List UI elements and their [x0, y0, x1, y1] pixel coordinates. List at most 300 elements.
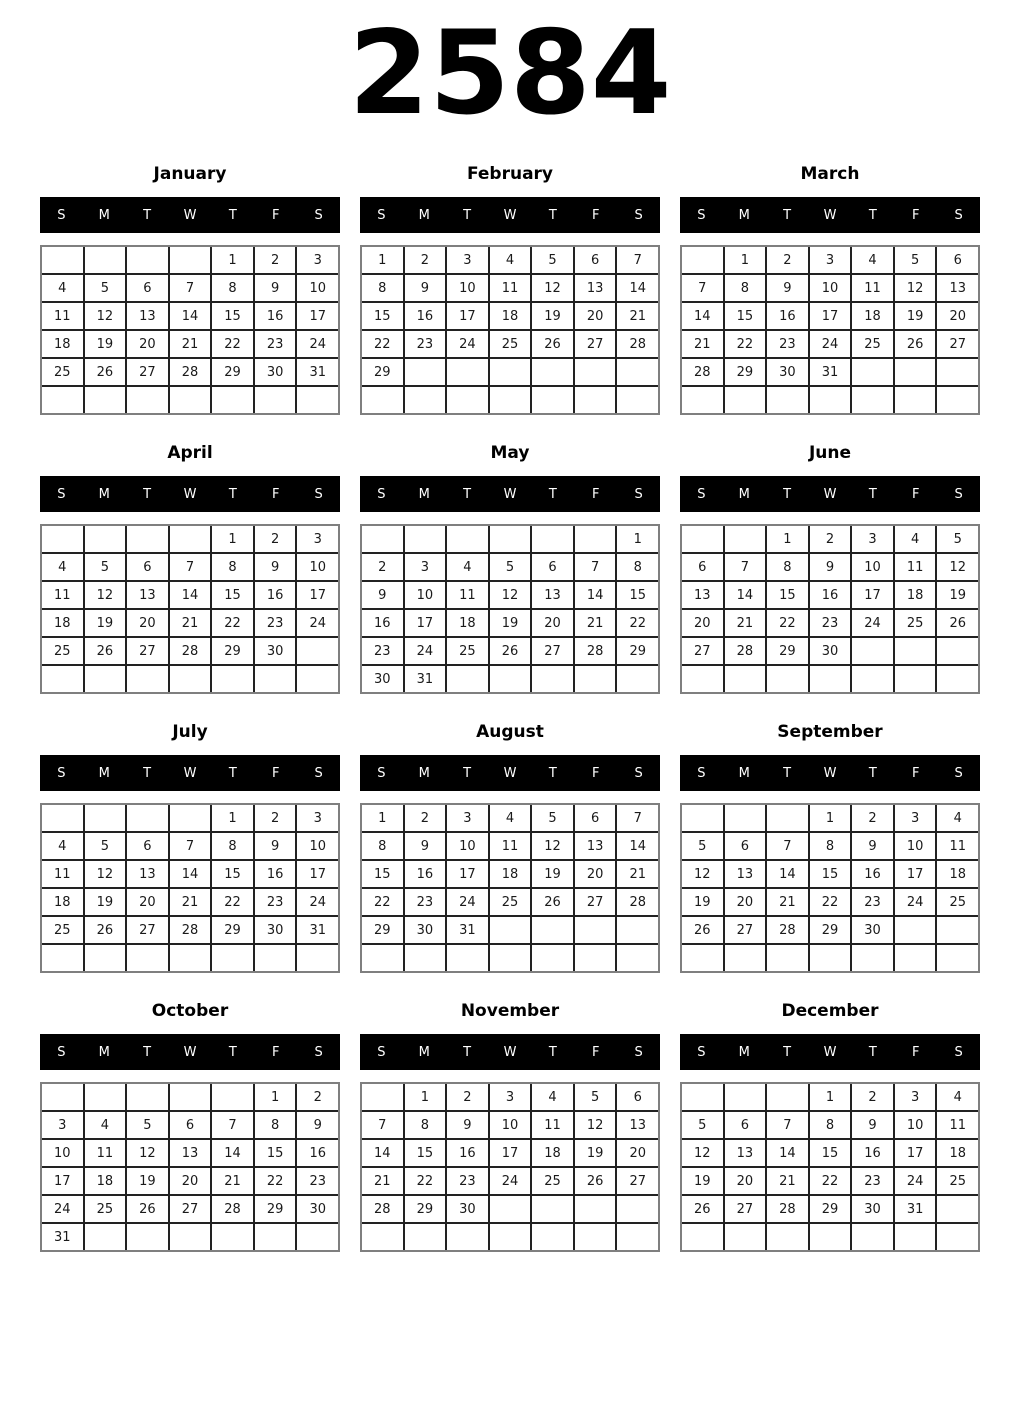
day-cell: 16: [255, 303, 296, 329]
day-cell: 3: [895, 1084, 936, 1110]
day-cell: [127, 387, 168, 413]
day-cell: 19: [490, 610, 531, 636]
day-cell: 1: [362, 247, 403, 273]
weekday-label: F: [911, 1044, 920, 1060]
day-cell: [767, 1084, 808, 1110]
day-cell: 21: [617, 303, 658, 329]
weekday-header-row: [40, 197, 340, 233]
day-cell: 6: [617, 1084, 658, 1110]
day-cell: [810, 666, 851, 692]
day-cell: 19: [127, 1168, 168, 1194]
day-cell: 27: [170, 1196, 211, 1222]
day-cell: 25: [447, 638, 488, 664]
day-cell: 22: [212, 610, 253, 636]
day-cell: 12: [85, 861, 126, 887]
day-cell: 27: [682, 638, 723, 664]
day-cell: 5: [127, 1112, 168, 1138]
weekday-label: S: [634, 765, 643, 781]
day-cell: [42, 945, 83, 971]
day-cell: 1: [405, 1084, 446, 1110]
month-title: October: [151, 1001, 229, 1021]
day-cell: 11: [937, 1112, 978, 1138]
day-cell: 30: [767, 359, 808, 385]
day-cell: [405, 1224, 446, 1250]
month-block: [680, 441, 980, 694]
weekday-header-row: [680, 755, 980, 791]
day-cell: [532, 666, 573, 692]
day-cell: 13: [170, 1140, 211, 1166]
day-cell: [895, 638, 936, 664]
day-cell: 28: [725, 638, 766, 664]
day-cell: 1: [767, 526, 808, 552]
day-cell: [85, 1084, 126, 1110]
day-cell: 19: [532, 861, 573, 887]
day-cell: [42, 1084, 83, 1110]
day-cell: 12: [127, 1140, 168, 1166]
weekday-header-row: [680, 476, 980, 512]
day-cell: 26: [85, 638, 126, 664]
day-cell: 14: [575, 582, 616, 608]
day-cell: 14: [362, 1140, 403, 1166]
day-cell: 22: [767, 610, 808, 636]
day-cell: 29: [617, 638, 658, 664]
day-cell: 30: [255, 917, 296, 943]
day-cell: 19: [85, 331, 126, 357]
day-cell: 27: [575, 331, 616, 357]
day-cell: 22: [212, 889, 253, 915]
day-cell: 6: [127, 833, 168, 859]
day-cell: [297, 638, 338, 664]
day-cell: 17: [490, 1140, 531, 1166]
weekday-label: W: [183, 486, 197, 502]
day-cell: 20: [170, 1168, 211, 1194]
day-cell: 8: [405, 1112, 446, 1138]
day-cell: 3: [447, 805, 488, 831]
day-cell: 20: [725, 889, 766, 915]
weekday-label: W: [823, 207, 837, 223]
day-cell: 23: [255, 331, 296, 357]
day-cell: 11: [895, 554, 936, 580]
weekday-label: M: [98, 486, 110, 502]
day-cell: 28: [767, 917, 808, 943]
day-cell: [852, 1224, 893, 1250]
day-cell: 20: [127, 610, 168, 636]
day-cell: 8: [362, 833, 403, 859]
day-cell: 28: [682, 359, 723, 385]
day-cell: [170, 1084, 211, 1110]
months-grid: [40, 162, 980, 1252]
month-day-grid: [40, 524, 340, 694]
weekday-label: T: [548, 207, 557, 223]
day-cell: 11: [937, 833, 978, 859]
year-title: 2584: [348, 6, 672, 141]
day-cell: 7: [682, 275, 723, 301]
weekday-label: W: [823, 1044, 837, 1060]
day-cell: 20: [575, 303, 616, 329]
day-cell: [575, 917, 616, 943]
day-cell: 22: [725, 331, 766, 357]
day-cell: 13: [575, 833, 616, 859]
day-cell: 25: [895, 610, 936, 636]
day-cell: 9: [447, 1112, 488, 1138]
day-cell: 17: [405, 610, 446, 636]
day-cell: 21: [682, 331, 723, 357]
weekday-label: W: [503, 765, 517, 781]
day-cell: 24: [895, 1168, 936, 1194]
day-cell: 26: [85, 917, 126, 943]
day-cell: [575, 526, 616, 552]
day-cell: 10: [490, 1112, 531, 1138]
day-cell: [212, 666, 253, 692]
month-title: September: [777, 722, 883, 742]
weekday-label: W: [183, 1044, 197, 1060]
day-cell: 26: [937, 610, 978, 636]
day-cell: 8: [810, 1112, 851, 1138]
day-cell: 15: [810, 1140, 851, 1166]
day-cell: 24: [852, 610, 893, 636]
day-cell: 4: [937, 1084, 978, 1110]
day-cell: 28: [212, 1196, 253, 1222]
day-cell: 5: [532, 247, 573, 273]
weekday-label: T: [463, 207, 472, 223]
day-cell: 7: [362, 1112, 403, 1138]
day-cell: 7: [617, 805, 658, 831]
day-cell: 24: [810, 331, 851, 357]
day-cell: 19: [895, 303, 936, 329]
day-cell: 13: [127, 861, 168, 887]
day-cell: 1: [212, 805, 253, 831]
day-cell: 10: [895, 1112, 936, 1138]
weekday-label: W: [503, 486, 517, 502]
weekday-label: F: [591, 1044, 600, 1060]
day-cell: 13: [617, 1112, 658, 1138]
day-cell: 9: [362, 582, 403, 608]
day-cell: [447, 387, 488, 413]
day-cell: 15: [212, 582, 253, 608]
weekday-label: S: [954, 486, 963, 502]
day-cell: 18: [490, 303, 531, 329]
month-day-grid: [360, 245, 660, 415]
weekday-label: S: [314, 486, 323, 502]
day-cell: 9: [810, 554, 851, 580]
day-cell: 18: [937, 861, 978, 887]
day-cell: [405, 945, 446, 971]
month-day-grid: [680, 245, 980, 415]
day-cell: 23: [362, 638, 403, 664]
day-cell: [490, 945, 531, 971]
day-cell: [767, 387, 808, 413]
day-cell: 25: [937, 889, 978, 915]
day-cell: [170, 247, 211, 273]
day-cell: 4: [490, 805, 531, 831]
day-cell: [532, 1196, 573, 1222]
day-cell: 12: [532, 833, 573, 859]
day-cell: 21: [767, 889, 808, 915]
day-cell: [42, 247, 83, 273]
day-cell: 8: [212, 833, 253, 859]
day-cell: 12: [682, 861, 723, 887]
day-cell: 8: [767, 554, 808, 580]
day-cell: 12: [85, 303, 126, 329]
day-cell: 7: [767, 833, 808, 859]
day-cell: 1: [725, 247, 766, 273]
day-cell: [532, 945, 573, 971]
day-cell: 7: [212, 1112, 253, 1138]
day-cell: [405, 359, 446, 385]
day-cell: [447, 1224, 488, 1250]
month-block: [680, 720, 980, 973]
day-cell: 19: [532, 303, 573, 329]
day-cell: [297, 945, 338, 971]
day-cell: 3: [297, 247, 338, 273]
day-cell: 1: [810, 1084, 851, 1110]
day-cell: 20: [575, 861, 616, 887]
day-cell: [85, 945, 126, 971]
day-cell: 30: [255, 359, 296, 385]
day-cell: [85, 666, 126, 692]
day-cell: [490, 1196, 531, 1222]
day-cell: 4: [447, 554, 488, 580]
day-cell: [852, 638, 893, 664]
day-cell: 26: [682, 917, 723, 943]
day-cell: 29: [212, 359, 253, 385]
weekday-label: F: [271, 1044, 280, 1060]
day-cell: [85, 1224, 126, 1250]
day-cell: 21: [617, 861, 658, 887]
day-cell: 28: [617, 331, 658, 357]
weekday-header-row: [360, 197, 660, 233]
day-cell: 25: [852, 331, 893, 357]
day-cell: 1: [212, 247, 253, 273]
day-cell: 9: [297, 1112, 338, 1138]
day-cell: [682, 1224, 723, 1250]
day-cell: [297, 666, 338, 692]
day-cell: [490, 526, 531, 552]
day-cell: 14: [212, 1140, 253, 1166]
month-block: [40, 720, 340, 973]
day-cell: [42, 666, 83, 692]
day-cell: [617, 666, 658, 692]
day-cell: 9: [852, 1112, 893, 1138]
day-cell: 28: [170, 359, 211, 385]
weekday-label: W: [503, 1044, 517, 1060]
day-cell: 3: [297, 805, 338, 831]
day-cell: 24: [447, 889, 488, 915]
day-cell: 19: [937, 582, 978, 608]
day-cell: [532, 526, 573, 552]
day-cell: [170, 387, 211, 413]
day-cell: [170, 945, 211, 971]
weekday-label: F: [911, 207, 920, 223]
day-cell: [852, 945, 893, 971]
day-cell: 14: [617, 833, 658, 859]
day-cell: 18: [852, 303, 893, 329]
day-cell: 12: [85, 582, 126, 608]
day-cell: 29: [810, 917, 851, 943]
day-cell: [767, 1224, 808, 1250]
day-cell: 20: [617, 1140, 658, 1166]
day-cell: [617, 387, 658, 413]
day-cell: 8: [725, 275, 766, 301]
day-cell: 2: [255, 805, 296, 831]
day-cell: [575, 945, 616, 971]
day-cell: 29: [810, 1196, 851, 1222]
day-cell: [490, 666, 531, 692]
day-cell: 31: [447, 917, 488, 943]
day-cell: 15: [725, 303, 766, 329]
day-cell: [617, 945, 658, 971]
day-cell: 31: [405, 666, 446, 692]
day-cell: [42, 805, 83, 831]
day-cell: 24: [405, 638, 446, 664]
day-cell: 19: [682, 889, 723, 915]
day-cell: [255, 666, 296, 692]
day-cell: 4: [490, 247, 531, 273]
month-title: May: [490, 443, 530, 463]
day-cell: [895, 666, 936, 692]
day-cell: 9: [852, 833, 893, 859]
day-cell: 7: [170, 275, 211, 301]
day-cell: [532, 917, 573, 943]
day-cell: 12: [575, 1112, 616, 1138]
day-cell: 2: [447, 1084, 488, 1110]
day-cell: 21: [725, 610, 766, 636]
day-cell: [42, 387, 83, 413]
day-cell: 5: [490, 554, 531, 580]
day-cell: [447, 359, 488, 385]
day-cell: [447, 526, 488, 552]
day-cell: 22: [255, 1168, 296, 1194]
day-cell: [937, 387, 978, 413]
day-cell: 16: [810, 582, 851, 608]
day-cell: 14: [767, 861, 808, 887]
day-cell: [895, 945, 936, 971]
weekday-label: W: [823, 486, 837, 502]
day-cell: 17: [297, 582, 338, 608]
weekday-label: W: [823, 765, 837, 781]
weekday-label: M: [738, 207, 750, 223]
day-cell: 11: [447, 582, 488, 608]
day-cell: [575, 1196, 616, 1222]
day-cell: 12: [895, 275, 936, 301]
weekday-header-row: [680, 1034, 980, 1070]
day-cell: 22: [405, 1168, 446, 1194]
day-cell: 2: [852, 805, 893, 831]
day-cell: 2: [767, 247, 808, 273]
day-cell: [405, 526, 446, 552]
weekday-label: T: [143, 486, 152, 502]
month-day-grid: [360, 803, 660, 973]
month-block: [360, 999, 660, 1252]
day-cell: 27: [575, 889, 616, 915]
day-cell: 1: [617, 526, 658, 552]
day-cell: 29: [767, 638, 808, 664]
weekday-label: T: [228, 207, 237, 223]
day-cell: 17: [852, 582, 893, 608]
weekday-label: F: [591, 765, 600, 781]
day-cell: 15: [212, 861, 253, 887]
day-cell: 18: [42, 331, 83, 357]
weekday-label: T: [868, 765, 877, 781]
day-cell: 4: [895, 526, 936, 552]
day-cell: 29: [212, 638, 253, 664]
day-cell: [725, 805, 766, 831]
day-cell: 6: [127, 275, 168, 301]
day-cell: [852, 387, 893, 413]
day-cell: [895, 917, 936, 943]
day-cell: 4: [42, 554, 83, 580]
weekday-label: S: [57, 765, 66, 781]
day-cell: 16: [405, 861, 446, 887]
day-cell: 8: [255, 1112, 296, 1138]
day-cell: 11: [490, 833, 531, 859]
weekday-label: S: [377, 1044, 386, 1060]
weekday-label: S: [314, 1044, 323, 1060]
weekday-label: M: [418, 207, 430, 223]
day-cell: [767, 805, 808, 831]
day-cell: 16: [405, 303, 446, 329]
day-cell: [852, 359, 893, 385]
month-block: [360, 162, 660, 415]
day-cell: 27: [617, 1168, 658, 1194]
weekday-label: S: [377, 765, 386, 781]
day-cell: 6: [575, 247, 616, 273]
day-cell: 24: [447, 331, 488, 357]
weekday-label: F: [271, 486, 280, 502]
day-cell: [682, 945, 723, 971]
day-cell: 29: [255, 1196, 296, 1222]
weekday-label: M: [738, 1044, 750, 1060]
day-cell: 24: [297, 610, 338, 636]
day-cell: 10: [810, 275, 851, 301]
day-cell: 22: [810, 889, 851, 915]
day-cell: 9: [405, 833, 446, 859]
day-cell: [937, 638, 978, 664]
day-cell: 17: [447, 303, 488, 329]
day-cell: [532, 387, 573, 413]
month-day-grid: [40, 245, 340, 415]
day-cell: [85, 805, 126, 831]
weekday-label: T: [143, 765, 152, 781]
day-cell: 30: [810, 638, 851, 664]
day-cell: [127, 1084, 168, 1110]
day-cell: [170, 526, 211, 552]
day-cell: 20: [127, 889, 168, 915]
day-cell: 2: [255, 526, 296, 552]
weekday-label: F: [591, 207, 600, 223]
weekday-label: S: [57, 486, 66, 502]
day-cell: 26: [895, 331, 936, 357]
weekday-label: S: [57, 1044, 66, 1060]
day-cell: 27: [725, 917, 766, 943]
day-cell: [490, 1224, 531, 1250]
day-cell: 31: [297, 917, 338, 943]
day-cell: [852, 666, 893, 692]
day-cell: 13: [725, 1140, 766, 1166]
weekday-label: T: [463, 486, 472, 502]
day-cell: 29: [362, 359, 403, 385]
day-cell: 30: [297, 1196, 338, 1222]
day-cell: 5: [895, 247, 936, 273]
day-cell: 13: [682, 582, 723, 608]
day-cell: [85, 387, 126, 413]
day-cell: 3: [490, 1084, 531, 1110]
day-cell: 17: [447, 861, 488, 887]
day-cell: 5: [85, 554, 126, 580]
day-cell: 16: [255, 582, 296, 608]
day-cell: 21: [575, 610, 616, 636]
weekday-label: T: [463, 1044, 472, 1060]
